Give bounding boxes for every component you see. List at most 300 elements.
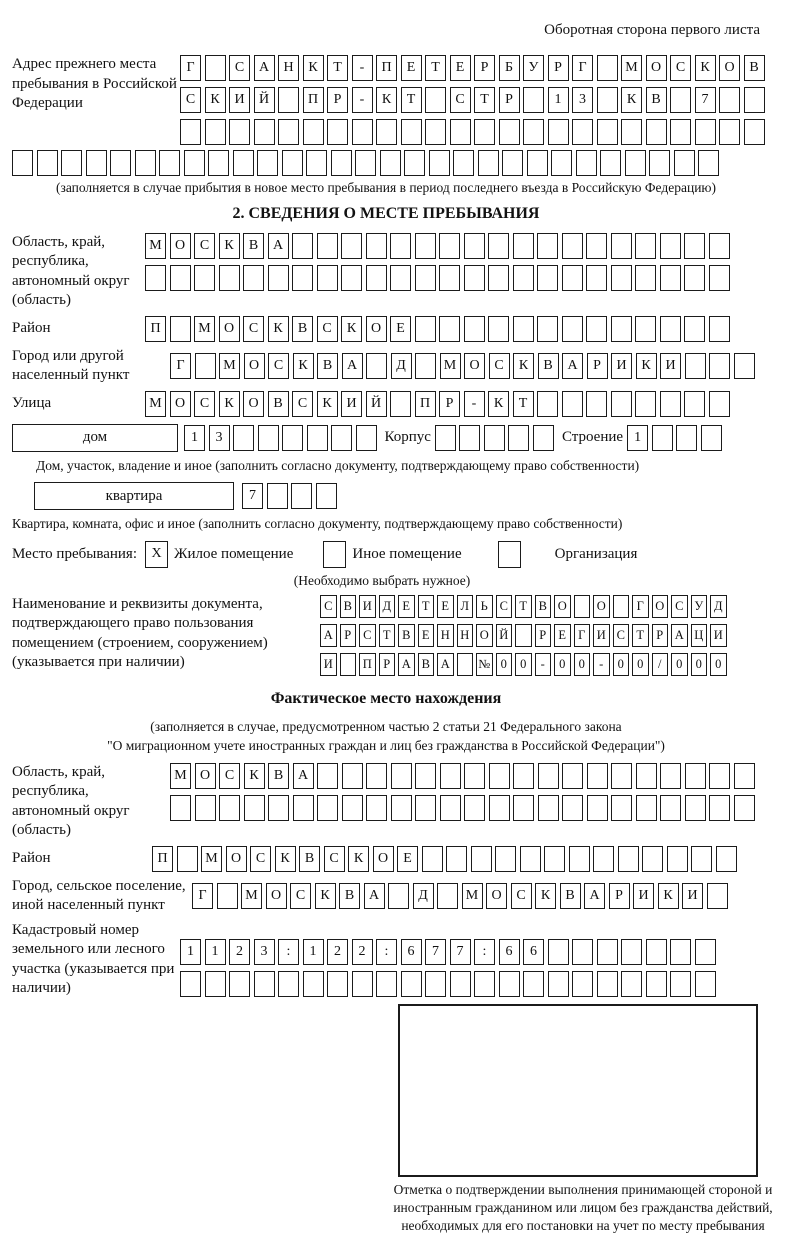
char-cell[interactable] (376, 119, 397, 145)
char-cell[interactable] (391, 795, 412, 821)
char-cell[interactable] (307, 425, 328, 451)
char-cell[interactable] (194, 265, 215, 291)
char-cell[interactable]: С (290, 883, 311, 909)
char-cell[interactable] (707, 883, 728, 909)
char-cell[interactable] (572, 971, 593, 997)
char-cell[interactable] (734, 795, 755, 821)
char-cell[interactable]: С (324, 846, 345, 872)
char-cell[interactable] (352, 971, 373, 997)
char-cell[interactable] (635, 316, 656, 342)
char-cell[interactable] (331, 150, 352, 176)
char-cell[interactable] (457, 653, 474, 676)
char-cell[interactable]: В (560, 883, 581, 909)
char-cell[interactable] (488, 316, 509, 342)
char-cell[interactable] (562, 763, 583, 789)
char-cell[interactable] (86, 150, 107, 176)
char-cell[interactable] (611, 265, 632, 291)
char-cell[interactable]: С (450, 87, 471, 113)
char-cell[interactable]: № (476, 653, 493, 676)
char-cell[interactable]: Г (574, 624, 591, 647)
char-cell[interactable] (110, 150, 131, 176)
char-cell[interactable]: 0 (574, 653, 591, 676)
char-cell[interactable] (676, 425, 697, 451)
char-cell[interactable]: П (376, 55, 397, 81)
char-cell[interactable] (446, 846, 467, 872)
char-cell[interactable]: Ь (476, 595, 493, 618)
char-cell[interactable] (685, 353, 706, 379)
char-cell[interactable]: К (376, 87, 397, 113)
char-cell[interactable] (537, 391, 558, 417)
char-cell[interactable]: Е (450, 55, 471, 81)
char-cell[interactable] (600, 150, 621, 176)
char-cell[interactable] (520, 846, 541, 872)
char-cell[interactable] (474, 119, 495, 145)
char-cell[interactable]: Г (572, 55, 593, 81)
char-cell[interactable]: - (352, 87, 373, 113)
char-cell[interactable] (660, 763, 681, 789)
char-cell[interactable] (366, 795, 387, 821)
char-cell[interactable] (685, 763, 706, 789)
char-cell[interactable]: : (376, 939, 397, 965)
char-cell[interactable] (611, 316, 632, 342)
char-cell[interactable]: И (633, 883, 654, 909)
char-cell[interactable]: 0 (496, 653, 513, 676)
char-cell[interactable] (660, 265, 681, 291)
char-cell[interactable] (667, 846, 688, 872)
char-cell[interactable] (586, 265, 607, 291)
char-cell[interactable] (698, 150, 719, 176)
char-cell[interactable] (670, 939, 691, 965)
char-cell[interactable] (341, 233, 362, 259)
char-cell[interactable]: В (339, 883, 360, 909)
char-cell[interactable] (548, 939, 569, 965)
char-cell[interactable]: 7 (450, 939, 471, 965)
char-cell[interactable]: Л (457, 595, 474, 618)
char-cell[interactable]: М (219, 353, 240, 379)
char-cell[interactable] (435, 425, 456, 451)
char-cell[interactable] (670, 971, 691, 997)
char-cell[interactable] (488, 265, 509, 291)
char-cell[interactable]: О (652, 595, 669, 618)
char-cell[interactable]: Д (379, 595, 396, 618)
char-cell[interactable]: Т (379, 624, 396, 647)
char-cell[interactable]: О (195, 763, 216, 789)
char-cell[interactable]: А (342, 353, 363, 379)
char-cell[interactable]: Т (401, 87, 422, 113)
char-cell[interactable]: 6 (499, 939, 520, 965)
char-cell[interactable]: О (476, 624, 493, 647)
char-cell[interactable]: : (278, 939, 299, 965)
char-cell[interactable] (282, 150, 303, 176)
char-cell[interactable] (439, 265, 460, 291)
char-cell[interactable] (635, 233, 656, 259)
char-cell[interactable] (660, 233, 681, 259)
char-cell[interactable]: А (364, 883, 385, 909)
char-cell[interactable]: А (293, 763, 314, 789)
char-cell[interactable]: Ц (691, 624, 708, 647)
char-cell[interactable]: Е (397, 846, 418, 872)
char-cell[interactable]: О (170, 233, 191, 259)
char-cell[interactable] (61, 150, 82, 176)
char-cell[interactable] (450, 971, 471, 997)
char-cell[interactable]: 1 (205, 939, 226, 965)
char-cell[interactable] (425, 87, 446, 113)
char-cell[interactable]: О (373, 846, 394, 872)
char-cell[interactable] (464, 316, 485, 342)
char-cell[interactable]: 1 (627, 425, 648, 451)
char-cell[interactable]: Р (609, 883, 630, 909)
char-cell[interactable] (513, 795, 534, 821)
char-cell[interactable] (306, 150, 327, 176)
char-cell[interactable] (576, 150, 597, 176)
char-cell[interactable]: С (194, 233, 215, 259)
char-cell[interactable]: - (352, 55, 373, 81)
char-cell[interactable] (440, 795, 461, 821)
char-cell[interactable] (356, 425, 377, 451)
char-cell[interactable] (366, 265, 387, 291)
char-cell[interactable]: Р (548, 55, 569, 81)
char-cell[interactable]: И (341, 391, 362, 417)
char-cell[interactable] (464, 795, 485, 821)
char-cell[interactable] (303, 119, 324, 145)
char-cell[interactable] (670, 119, 691, 145)
char-cell[interactable] (425, 971, 446, 997)
char-cell[interactable] (317, 265, 338, 291)
char-cell[interactable] (278, 971, 299, 997)
char-cell[interactable]: В (535, 595, 552, 618)
char-cell[interactable] (513, 316, 534, 342)
char-cell[interactable] (229, 971, 250, 997)
char-cell[interactable] (709, 763, 730, 789)
char-cell[interactable]: К (293, 353, 314, 379)
char-cell[interactable]: Т (632, 624, 649, 647)
char-cell[interactable] (618, 846, 639, 872)
char-cell[interactable]: У (691, 595, 708, 618)
char-cell[interactable]: Й (254, 87, 275, 113)
char-cell[interactable] (293, 795, 314, 821)
char-cell[interactable]: - (464, 391, 485, 417)
char-cell[interactable]: Н (437, 624, 454, 647)
char-cell[interactable]: 2 (352, 939, 373, 965)
char-cell[interactable] (652, 425, 673, 451)
char-cell[interactable] (685, 795, 706, 821)
char-cell[interactable] (376, 971, 397, 997)
char-cell[interactable] (646, 119, 667, 145)
char-cell[interactable]: И (710, 624, 727, 647)
char-cell[interactable] (695, 119, 716, 145)
char-cell[interactable] (660, 316, 681, 342)
char-cell[interactable] (478, 150, 499, 176)
char-cell[interactable] (205, 971, 226, 997)
char-cell[interactable] (684, 265, 705, 291)
char-cell[interactable]: С (359, 624, 376, 647)
char-cell[interactable]: В (243, 233, 264, 259)
char-cell[interactable] (734, 763, 755, 789)
char-cell[interactable]: Д (391, 353, 412, 379)
char-cell[interactable]: 1 (303, 939, 324, 965)
char-cell[interactable]: Р (379, 653, 396, 676)
char-cell[interactable] (388, 883, 409, 909)
char-cell[interactable]: К (275, 846, 296, 872)
char-cell[interactable]: Е (398, 595, 415, 618)
char-cell[interactable] (159, 150, 180, 176)
char-cell[interactable]: Т (418, 595, 435, 618)
char-cell[interactable] (170, 316, 191, 342)
char-cell[interactable] (180, 971, 201, 997)
char-cell[interactable]: А (268, 233, 289, 259)
char-cell[interactable] (390, 233, 411, 259)
char-cell[interactable] (453, 150, 474, 176)
char-cell[interactable] (437, 883, 458, 909)
char-cell[interactable]: К (535, 883, 556, 909)
char-cell[interactable]: А (254, 55, 275, 81)
char-cell[interactable] (208, 150, 229, 176)
char-cell[interactable] (464, 265, 485, 291)
char-cell[interactable] (642, 846, 663, 872)
char-cell[interactable]: У (523, 55, 544, 81)
char-cell[interactable]: М (201, 846, 222, 872)
char-cell[interactable] (254, 119, 275, 145)
char-cell[interactable] (268, 265, 289, 291)
char-cell[interactable]: И (320, 653, 337, 676)
char-cell[interactable] (586, 316, 607, 342)
char-cell[interactable] (562, 391, 583, 417)
char-cell[interactable]: С (320, 595, 337, 618)
char-cell[interactable]: Е (437, 595, 454, 618)
char-cell[interactable]: А (562, 353, 583, 379)
char-cell[interactable]: О (170, 391, 191, 417)
char-cell[interactable]: Е (418, 624, 435, 647)
char-cell[interactable]: И (359, 595, 376, 618)
char-cell[interactable] (195, 353, 216, 379)
char-cell[interactable] (303, 971, 324, 997)
char-cell[interactable]: 1 (548, 87, 569, 113)
char-cell[interactable]: О (266, 883, 287, 909)
char-cell[interactable]: В (538, 353, 559, 379)
char-cell[interactable]: 0 (671, 653, 688, 676)
char-cell[interactable] (523, 87, 544, 113)
char-cell[interactable] (562, 795, 583, 821)
char-cell[interactable]: П (303, 87, 324, 113)
char-cell[interactable] (135, 150, 156, 176)
char-cell[interactable]: - (535, 653, 552, 676)
char-cell[interactable] (562, 233, 583, 259)
char-cell[interactable]: И (229, 87, 250, 113)
stay-type-checkbox-other-premises[interactable] (323, 541, 346, 568)
char-cell[interactable] (572, 939, 593, 965)
char-cell[interactable]: В (292, 316, 313, 342)
char-cell[interactable] (695, 971, 716, 997)
char-cell[interactable] (691, 846, 712, 872)
char-cell[interactable]: Н (278, 55, 299, 81)
char-cell[interactable]: К (488, 391, 509, 417)
char-cell[interactable] (621, 971, 642, 997)
char-cell[interactable] (538, 795, 559, 821)
char-cell[interactable]: К (205, 87, 226, 113)
char-cell[interactable]: Е (390, 316, 411, 342)
char-cell[interactable] (684, 233, 705, 259)
char-cell[interactable]: 2 (327, 939, 348, 965)
char-cell[interactable]: 7 (695, 87, 716, 113)
char-cell[interactable] (317, 233, 338, 259)
char-cell[interactable] (709, 391, 730, 417)
char-cell[interactable] (205, 119, 226, 145)
char-cell[interactable]: П (415, 391, 436, 417)
char-cell[interactable]: К (315, 883, 336, 909)
char-cell[interactable]: Т (425, 55, 446, 81)
char-cell[interactable] (548, 971, 569, 997)
char-cell[interactable] (709, 795, 730, 821)
char-cell[interactable]: М (170, 763, 191, 789)
char-cell[interactable] (513, 265, 534, 291)
char-cell[interactable] (195, 795, 216, 821)
char-cell[interactable]: 1 (184, 425, 205, 451)
char-cell[interactable]: Е (554, 624, 571, 647)
char-cell[interactable] (488, 233, 509, 259)
char-cell[interactable] (587, 795, 608, 821)
char-cell[interactable] (254, 971, 275, 997)
char-cell[interactable] (621, 939, 642, 965)
char-cell[interactable]: О (243, 391, 264, 417)
char-cell[interactable] (593, 846, 614, 872)
char-cell[interactable]: К (317, 391, 338, 417)
char-cell[interactable] (508, 425, 529, 451)
char-cell[interactable] (267, 483, 288, 509)
char-cell[interactable]: А (398, 653, 415, 676)
char-cell[interactable] (233, 425, 254, 451)
char-cell[interactable] (415, 763, 436, 789)
char-cell[interactable]: Й (496, 624, 513, 647)
char-cell[interactable]: К (695, 55, 716, 81)
char-cell[interactable]: 6 (523, 939, 544, 965)
char-cell[interactable]: О (719, 55, 740, 81)
char-cell[interactable]: О (464, 353, 485, 379)
char-cell[interactable]: К (219, 391, 240, 417)
char-cell[interactable] (499, 971, 520, 997)
char-cell[interactable]: С (194, 391, 215, 417)
char-cell[interactable]: И (682, 883, 703, 909)
char-cell[interactable]: 3 (572, 87, 593, 113)
char-cell[interactable]: С (489, 353, 510, 379)
char-cell[interactable] (611, 233, 632, 259)
char-cell[interactable] (660, 795, 681, 821)
char-cell[interactable]: 1 (180, 939, 201, 965)
char-cell[interactable] (523, 971, 544, 997)
char-cell[interactable]: Г (180, 55, 201, 81)
char-cell[interactable] (464, 763, 485, 789)
char-cell[interactable]: Б (499, 55, 520, 81)
char-cell[interactable]: В (418, 653, 435, 676)
char-cell[interactable] (257, 150, 278, 176)
char-cell[interactable]: В (398, 624, 415, 647)
char-cell[interactable] (660, 391, 681, 417)
char-cell[interactable] (719, 87, 740, 113)
char-cell[interactable]: Р (652, 624, 669, 647)
char-cell[interactable] (513, 763, 534, 789)
char-cell[interactable]: М (621, 55, 642, 81)
char-cell[interactable]: Г (170, 353, 191, 379)
char-cell[interactable]: К (513, 353, 534, 379)
char-cell[interactable] (391, 763, 412, 789)
char-cell[interactable]: Т (327, 55, 348, 81)
char-cell[interactable] (569, 846, 590, 872)
char-cell[interactable] (425, 119, 446, 145)
char-cell[interactable]: П (359, 653, 376, 676)
char-cell[interactable] (502, 150, 523, 176)
char-cell[interactable] (574, 595, 591, 618)
char-cell[interactable] (537, 233, 558, 259)
char-cell[interactable] (636, 763, 657, 789)
char-cell[interactable] (464, 233, 485, 259)
char-cell[interactable]: 3 (254, 939, 275, 965)
char-cell[interactable] (340, 653, 357, 676)
char-cell[interactable] (597, 971, 618, 997)
char-cell[interactable]: С (511, 883, 532, 909)
char-cell[interactable]: Р (535, 624, 552, 647)
char-cell[interactable]: С (250, 846, 271, 872)
char-cell[interactable]: В (268, 763, 289, 789)
char-cell[interactable]: С (671, 595, 688, 618)
char-cell[interactable] (422, 846, 443, 872)
char-cell[interactable]: Д (710, 595, 727, 618)
char-cell[interactable] (597, 55, 618, 81)
char-cell[interactable] (684, 316, 705, 342)
char-cell[interactable] (205, 55, 226, 81)
char-cell[interactable]: Р (439, 391, 460, 417)
char-cell[interactable] (744, 87, 765, 113)
char-cell[interactable]: М (145, 391, 166, 417)
char-cell[interactable]: И (611, 353, 632, 379)
char-cell[interactable] (586, 233, 607, 259)
char-cell[interactable] (429, 150, 450, 176)
char-cell[interactable] (316, 483, 337, 509)
char-cell[interactable]: П (152, 846, 173, 872)
char-cell[interactable] (649, 150, 670, 176)
char-cell[interactable] (597, 939, 618, 965)
char-cell[interactable]: В (317, 353, 338, 379)
char-cell[interactable]: 7 (425, 939, 446, 965)
char-cell[interactable]: С (670, 55, 691, 81)
char-cell[interactable]: С (613, 624, 630, 647)
char-cell[interactable]: О (554, 595, 571, 618)
char-cell[interactable]: С (317, 316, 338, 342)
char-cell[interactable] (527, 150, 548, 176)
char-cell[interactable]: Т (513, 391, 534, 417)
char-cell[interactable] (317, 795, 338, 821)
char-cell[interactable] (415, 353, 436, 379)
char-cell[interactable] (327, 971, 348, 997)
char-cell[interactable] (278, 87, 299, 113)
char-cell[interactable]: И (593, 624, 610, 647)
char-cell[interactable]: А (320, 624, 337, 647)
char-cell[interactable] (12, 150, 33, 176)
char-cell[interactable] (366, 353, 387, 379)
char-cell[interactable] (544, 846, 565, 872)
char-cell[interactable]: О (366, 316, 387, 342)
char-cell[interactable] (513, 233, 534, 259)
char-cell[interactable] (366, 233, 387, 259)
char-cell[interactable]: Р (340, 624, 357, 647)
char-cell[interactable]: 0 (515, 653, 532, 676)
char-cell[interactable] (439, 233, 460, 259)
char-cell[interactable]: Д (413, 883, 434, 909)
char-cell[interactable]: 0 (613, 653, 630, 676)
char-cell[interactable]: Т (515, 595, 532, 618)
char-cell[interactable]: К (219, 233, 240, 259)
char-cell[interactable]: Г (632, 595, 649, 618)
char-cell[interactable] (390, 391, 411, 417)
char-cell[interactable]: О (219, 316, 240, 342)
